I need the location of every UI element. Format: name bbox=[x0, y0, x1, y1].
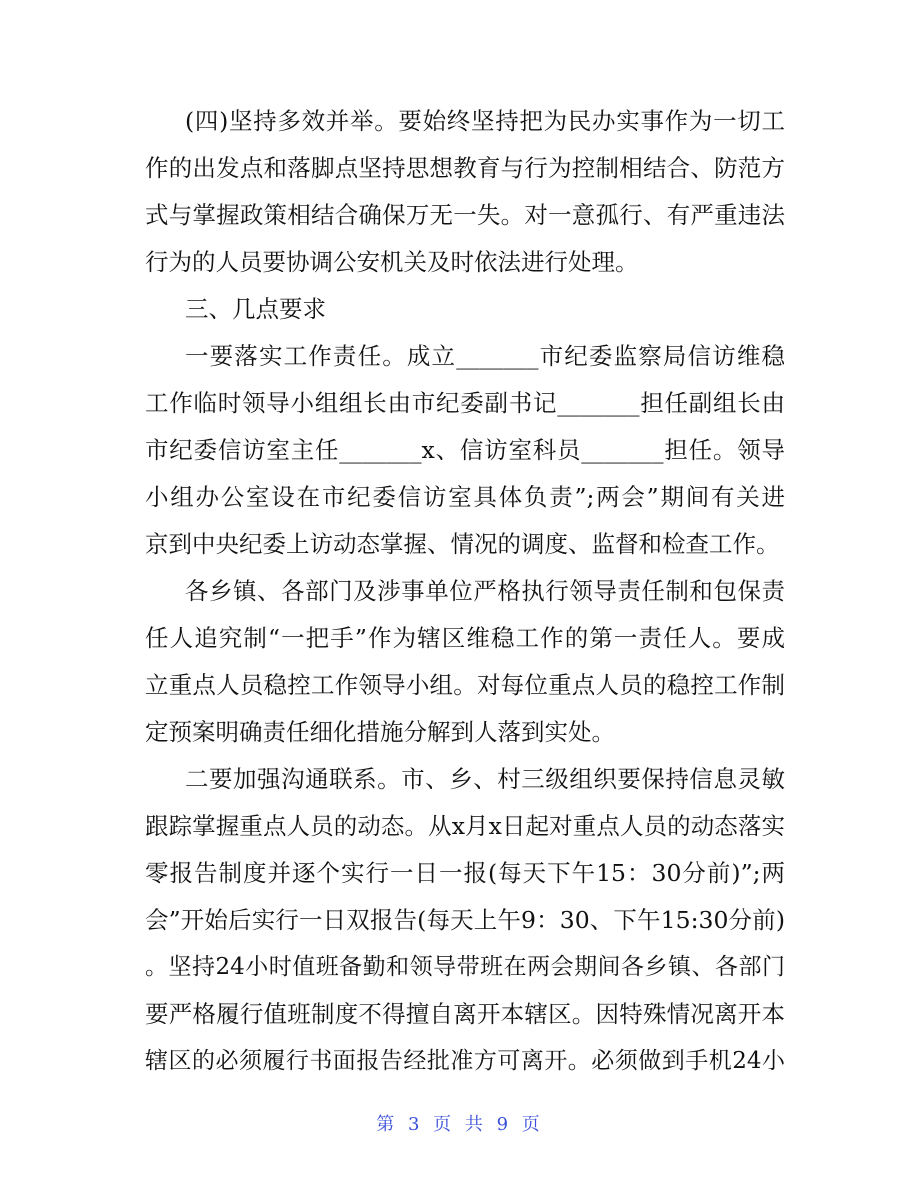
text-line: 定预案明确责任细化措施分解到人落到实处。 bbox=[145, 718, 615, 746]
text-line: 二要加强沟通联系。市、乡、村三级组织要保持信息灵敏 bbox=[185, 765, 785, 793]
text-line: 式与掌握政策相结合确保万无一失。对一意孤行、有严重违法 bbox=[145, 201, 785, 229]
text-line: 小组办公室设在市纪委信访室具体负责”;两会”期间有关进 bbox=[145, 483, 785, 511]
text-line: 各乡镇、各部门及涉事单位严格执行领导责任制和包保责 bbox=[185, 577, 785, 605]
text-line: 行为的人员要协调公安机关及时依法进行处理。 bbox=[145, 248, 639, 276]
text-line: 会”开始后实行一日双报告(每天上午9：30、下午15:30分前) bbox=[145, 906, 785, 934]
text-line: 市纪委信访室主任_______x、信访室科员_______担任。领导 bbox=[145, 436, 785, 464]
text-line: 要严格履行值班制度不得擅自离开本辖区。因特殊情况离开本 bbox=[145, 1000, 785, 1028]
text-line: (四)坚持多效并举。要始终坚持把为民办实事作为一切工 bbox=[185, 107, 785, 135]
text-line: 任人追究制“一把手”作为辖区维稳工作的第一责任人。要成 bbox=[145, 624, 785, 652]
section-heading: 三、几点要求 bbox=[185, 295, 326, 323]
text-line: 辖区的必须履行书面报告经批准方可离开。必须做到手机24小 bbox=[145, 1048, 785, 1074]
text-line: 工作临时领导小组组长由市纪委副书记_______担任副组长由 bbox=[145, 389, 785, 417]
text-line: 作的出发点和落脚点坚持思想教育与行为控制相结合、防范方 bbox=[145, 154, 785, 182]
text-line: 一要落实工作责任。成立_______市纪委监察局信访维稳 bbox=[185, 342, 785, 370]
text-line: 京到中央纪委上访动态掌握、情况的调度、监督和检查工作。 bbox=[145, 530, 780, 558]
document-body bbox=[145, 98, 785, 1085]
text-line: 。坚持24小时值班备勤和领导带班在两会期间各乡镇、各部门 bbox=[145, 954, 785, 980]
page-number-footer: 第 3 页 共 9 页 bbox=[376, 1114, 544, 1135]
text-line: 零报告制度并逐个实行一日一报(每天下午15：30分前)”;两 bbox=[145, 859, 785, 887]
text-line: 跟踪掌握重点人员的动态。从x月x日起对重点人员的动态落实 bbox=[145, 812, 785, 840]
text-line: 立重点人员稳控工作领导小组。对每位重点人员的稳控工作制 bbox=[145, 671, 785, 699]
